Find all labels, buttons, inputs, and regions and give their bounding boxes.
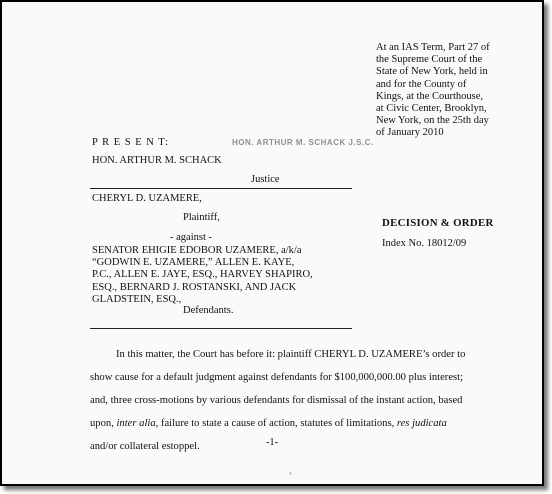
plaintiff-role: Plaintiff, xyxy=(183,212,220,223)
court-line: the Supreme Court of the xyxy=(376,54,483,66)
court-line: at Civic Center, Brooklyn, xyxy=(376,103,487,115)
against-label: - against - xyxy=(170,232,212,243)
judge-title: Justice xyxy=(251,174,280,185)
page-number: -1- xyxy=(265,437,279,448)
defendant-line: ESQ., BERNARD J. ROSTANSKI, AND JACK xyxy=(92,281,297,293)
court-line: At an IAS Term, Part 27 of xyxy=(376,42,490,53)
court-line: State of New York, held in xyxy=(376,66,488,78)
decision-title: DECISION & ORDER xyxy=(382,217,494,229)
body-line xyxy=(90,412,530,435)
body-line: and, three cross-motions by various defendants for dismissal of the instant action, based xyxy=(90,395,463,406)
caption-rule-top xyxy=(90,188,352,189)
defendant-line: P.C., ALLEN E. JAYE, ESQ., HARVEY SHAPIRO, xyxy=(92,269,313,281)
judge-name: HON. ARTHUR M. SCHACK xyxy=(92,155,222,166)
defendants-role: Defendants. xyxy=(183,305,234,316)
body-line: and/or collateral estoppel. xyxy=(90,441,200,452)
index-number: Index No. 18012/09 xyxy=(382,238,467,249)
scan-speck xyxy=(289,472,292,475)
body-line: In this matter, the Court has before it: plaintiff CHERYL D. UZAMERE’s order to xyxy=(116,349,466,360)
defendant-line: SENATOR EHIGIE EDOBOR UZAMERE, a/k/a xyxy=(92,245,302,256)
court-line: and for the County of xyxy=(376,78,467,90)
defendant-line: GLADSTEIN, ESQ., xyxy=(92,293,182,305)
court-line: Kings, at the Courthouse, xyxy=(376,90,484,102)
body-text-span: failure to state a cause of action, statutes of limitations, xyxy=(158,418,397,429)
court-header xyxy=(376,42,536,140)
defendants-block xyxy=(92,245,352,306)
latin-term: res judicata xyxy=(396,418,447,429)
plaintiff-name: CHERYL D. UZAMERE, xyxy=(92,193,202,204)
judge-stamp: HON. ARTHUR M. SCHACK J.S.C. xyxy=(232,138,374,147)
caption-rule-bottom xyxy=(90,328,352,329)
defendant-line: “GODWIN E. UZAMERE,” ALLEN E. KAYE, xyxy=(92,257,295,269)
court-line: of January 2010 xyxy=(376,127,444,139)
court-line: New York, on the 25th day xyxy=(376,115,489,127)
present-label: P R E S E N T: xyxy=(92,137,170,148)
latin-term: inter alia, xyxy=(116,418,159,429)
body-text-span: upon, xyxy=(90,418,117,429)
body-line: show cause for a default judgment against defendants for $100,000,000.00 plus interest; xyxy=(90,372,464,383)
